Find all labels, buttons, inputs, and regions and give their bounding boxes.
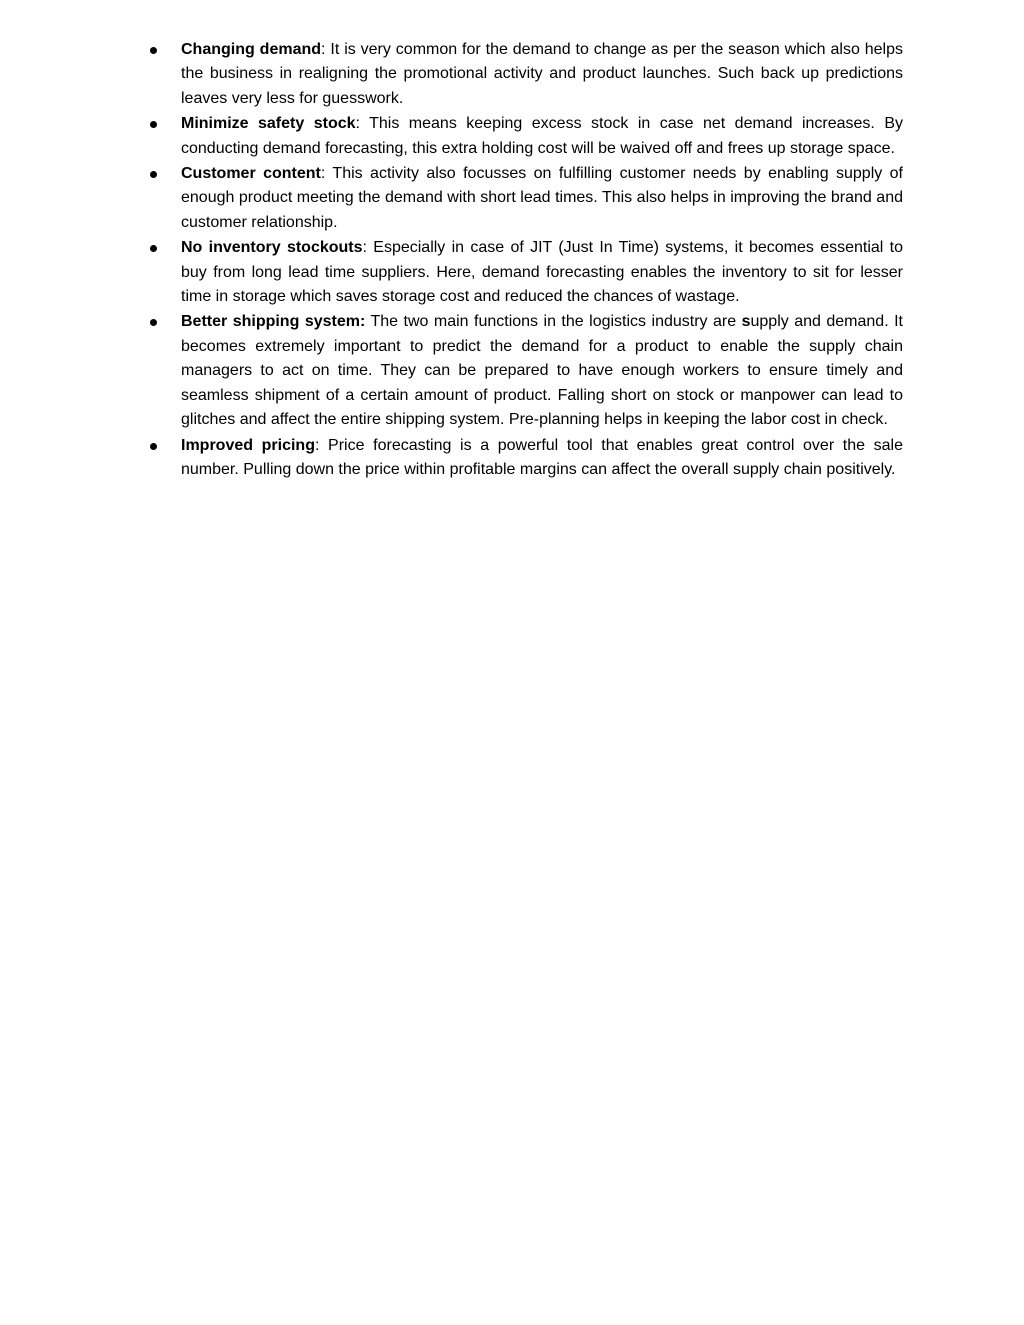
benefits-bullet-list [150, 38, 903, 483]
item-text-before: The two main functions in the logistics industry are [365, 313, 742, 331]
bullet-icon [150, 171, 157, 178]
list-item-no-inventory-stockouts [150, 236, 903, 309]
item-term: Minimize safety stock [181, 115, 356, 133]
item-term: No inventory stockouts [181, 239, 363, 257]
item-text: : Especially in case of JIT (Just In Time) systems, it becomes essential to buy from long lead time suppliers. Here, demand forecasting enables the inventory to sit for lesser time in storage which saves storage cost and reduced the chances of wastage. [181, 239, 903, 306]
bullet-icon [150, 443, 157, 450]
item-text: : Price forecasting is a powerful tool that enables great control over the sale number. Pulling down the price within profitable margins can affect the overall supply chain positively. [181, 436, 904, 478]
item-text-bold: s [741, 313, 751, 331]
item-term: Improved pricing [181, 436, 315, 454]
item-term: Better shipping system: [181, 313, 366, 331]
list-item-changing-demand [150, 38, 903, 111]
list-item-customer-content [150, 162, 903, 235]
bullet-icon [150, 47, 157, 54]
item-text: : This activity also focusses on fulfilling customer needs by enabling supply of enough product meeting the demand with short lead times. This also helps in improving the brand and customer relationship. [181, 165, 903, 231]
item-text-after: upply and demand. It becomes extremely important to predict the demand for a product to enable the supply chain managers to act on time. They can be prepared to have enough workers to ensure timely and seamless shipment of a certain amount of product. Falling short on stock or manpower can lead to glitches and affect the entire shipping system. Pre-planning helps in keeping the labor cost in check. [181, 313, 903, 429]
list-item-minimize-safety-stock [150, 112, 903, 161]
item-term: Changing demand [181, 41, 322, 58]
bullet-icon [150, 121, 157, 128]
item-text: : This means keeping excess stock in case net demand increases. By conducting demand forecasting, this extra holding cost will be waived off and frees up storage space. [181, 115, 903, 157]
list-item-improved-pricing [150, 434, 903, 483]
item-term: Customer content [181, 165, 321, 183]
list-item-better-shipping-system [150, 310, 903, 432]
bullet-icon [150, 245, 157, 252]
item-text: : It is very common for the demand to change as per the season which also helps the business in realigning the promotional activity and product launches. Such back up predictions leaves very less for guesswork. [181, 41, 904, 107]
bullet-icon [150, 319, 157, 326]
